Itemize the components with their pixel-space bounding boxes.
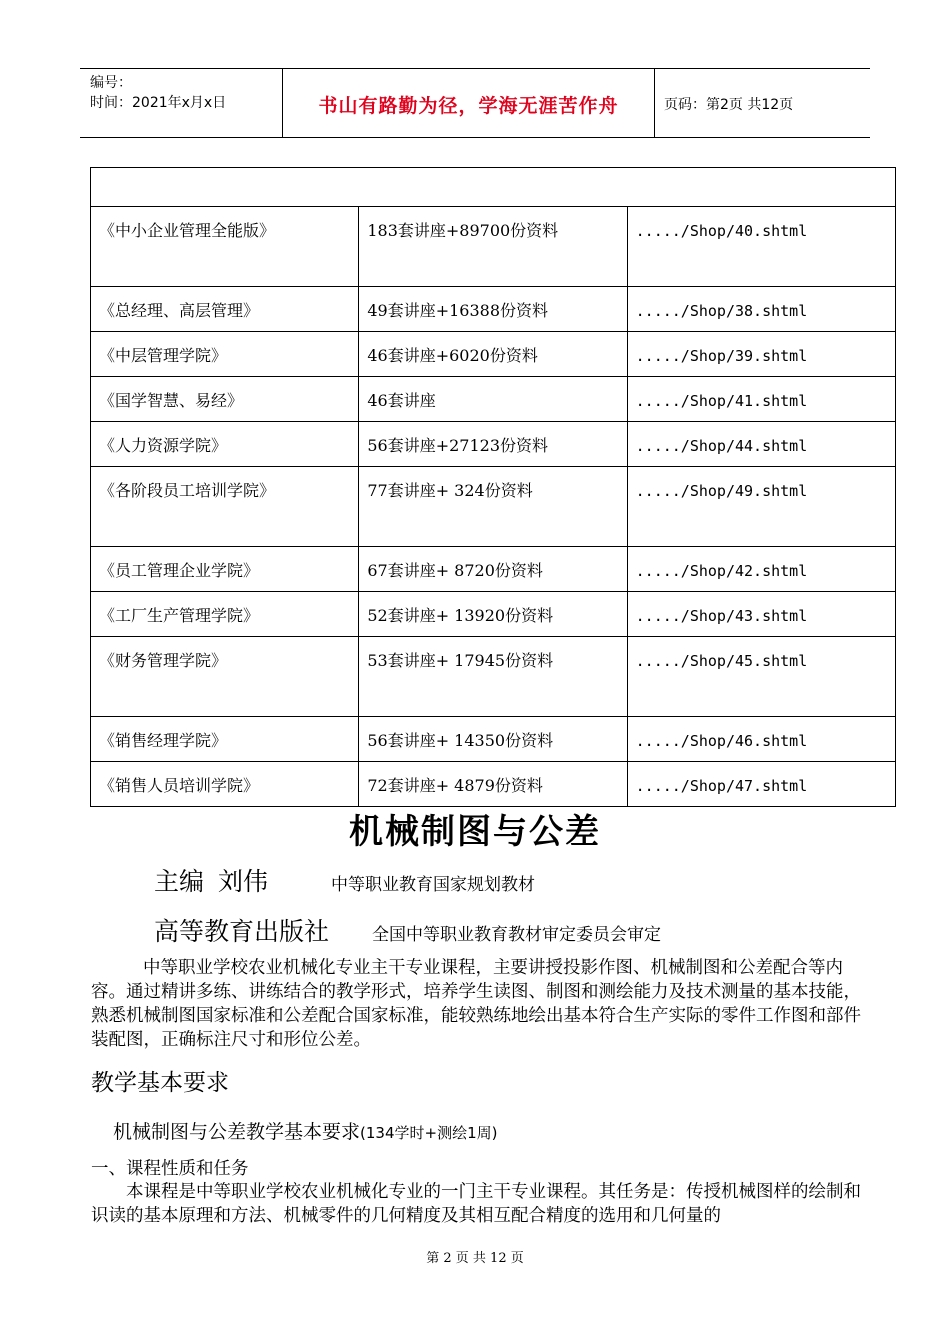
page-footer: 第 2 页 共 12 页 xyxy=(426,1251,524,1266)
table-row xyxy=(91,422,896,467)
course-name-cell: 《财务管理学院》 xyxy=(91,637,359,717)
course-link-cell[interactable]: ...../Shop/46.shtml xyxy=(627,717,895,762)
course-name-cell: 《销售人员培训学院》 xyxy=(91,762,359,807)
requirements-title xyxy=(113,1117,497,1144)
table-row xyxy=(91,332,896,377)
course-name-cell: 《国学智慧、易经》 xyxy=(91,377,359,422)
course-intro-paragraph: 中等职业学校农业机械化专业主干专业课程，主要讲授投影作图、机械制图和公差配合等内容。通过精讲多练、讲练结合的教学形式，培养学生读图、制图和测绘能力及技术测量的基本技能，熟悉机械制图国家标准和公差配合国家标准，能较熟练地绘出基本符合生产实际的零件工作图和部件装配图，正确标注尺寸和形位公差。 xyxy=(91,958,861,1050)
course-link-cell[interactable]: ...../Shop/47.shtml xyxy=(627,762,895,807)
requirements-title-text: 机械制图与公差教学基本要求 xyxy=(113,1121,361,1143)
table-row xyxy=(91,717,896,762)
section-paragraph: 本课程是中等职业学校农业机械化专业的一门主干专业课程。其任务是：传授机械图样的绘制和识读的基本原理和方法、机械零件的几何精度及其相互配合精度的选用和几何量的 xyxy=(91,1182,861,1226)
course-content-cell: 46套讲座 xyxy=(359,377,627,422)
course-content-cell: 53套讲座+ 17945份资料 xyxy=(359,637,627,717)
book-title: 机械制图与公差 xyxy=(349,812,601,852)
table-row xyxy=(91,637,896,717)
course-name-cell: 《中层管理学院》 xyxy=(91,332,359,377)
course-link-cell[interactable]: ...../Shop/41.shtml xyxy=(627,377,895,422)
requirements-hours: (134学时+测绘1周) xyxy=(360,1124,498,1142)
course-link-cell[interactable]: ...../Shop/45.shtml xyxy=(627,637,895,717)
course-link-cell[interactable]: ...../Shop/40.shtml xyxy=(627,207,895,287)
course-name-cell: 《工厂生产管理学院》 xyxy=(91,592,359,637)
number-label: 编号： xyxy=(90,75,132,91)
table-cell-empty xyxy=(91,168,896,207)
course-content-cell: 183套讲座+89700份资料 xyxy=(359,207,627,287)
table-row xyxy=(91,762,896,807)
course-name-cell: 《人力资源学院》 xyxy=(91,422,359,467)
editor-line xyxy=(154,862,268,898)
approval-note: 全国中等职业教育教材审定委员会审定 xyxy=(372,925,661,945)
page-header xyxy=(80,68,870,138)
table-row xyxy=(91,467,896,547)
editor-name: 刘伟 xyxy=(218,867,269,896)
course-name-cell: 《总经理、高层管理》 xyxy=(91,287,359,332)
course-link-cell[interactable]: ...../Shop/49.shtml xyxy=(627,467,895,547)
course-content-cell: 77套讲座+ 324份资料 xyxy=(359,467,627,547)
requirements-heading: 教学基本要求 xyxy=(91,1070,229,1096)
course-content-cell: 72套讲座+ 4879份资料 xyxy=(359,762,627,807)
editor-label: 主编 xyxy=(154,867,205,896)
table-row xyxy=(91,592,896,637)
course-link-cell[interactable]: ...../Shop/38.shtml xyxy=(627,287,895,332)
course-link-cell[interactable]: ...../Shop/44.shtml xyxy=(627,422,895,467)
header-divider xyxy=(654,69,655,137)
course-content-cell: 49套讲座+16388份资料 xyxy=(359,287,627,332)
course-name-cell: 《员工管理企业学院》 xyxy=(91,547,359,592)
table-row xyxy=(91,287,896,332)
publisher-name: 高等教育出版社 xyxy=(154,917,330,946)
table-row xyxy=(91,377,896,422)
course-link-cell[interactable]: ...../Shop/43.shtml xyxy=(627,592,895,637)
header-motto: 书山有路勤为径，学海无涯苦作舟 xyxy=(318,95,619,117)
course-content-cell: 52套讲座+ 13920份资料 xyxy=(359,592,627,637)
course-name-cell: 《销售经理学院》 xyxy=(91,717,359,762)
time-label: 时间：2021年x月x日 xyxy=(90,95,227,111)
table-row-empty xyxy=(91,168,896,207)
course-link-cell[interactable]: ...../Shop/39.shtml xyxy=(627,332,895,377)
course-content-cell: 56套讲座+27123份资料 xyxy=(359,422,627,467)
section-heading: 一、课程性质和任务 xyxy=(91,1159,249,1179)
table-row xyxy=(91,547,896,592)
course-content-cell: 56套讲座+ 14350份资料 xyxy=(359,717,627,762)
course-name-cell: 《各阶段员工培训学院》 xyxy=(91,467,359,547)
catalog-table xyxy=(90,167,896,807)
header-meta xyxy=(90,73,226,113)
course-link-cell[interactable]: ...../Shop/42.shtml xyxy=(627,547,895,592)
course-name-cell: 《中小企业管理全能版》 xyxy=(91,207,359,287)
course-content-cell: 46套讲座+6020份资料 xyxy=(359,332,627,377)
header-page-info: 页码：第2页 共12页 xyxy=(664,97,794,113)
course-content-cell: 67套讲座+ 8720份资料 xyxy=(359,547,627,592)
table-row xyxy=(91,207,896,287)
book-subtitle: 中等职业教育国家规划教材 xyxy=(331,875,535,895)
